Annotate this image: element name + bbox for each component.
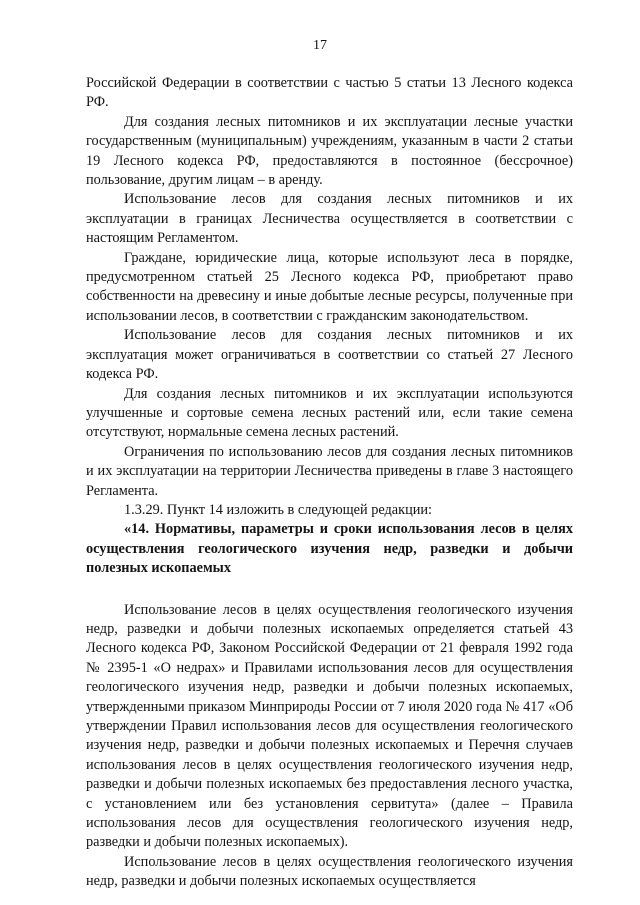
paragraph: Для создания лесных питомников и их эксплуатации используются улучшенные и сортовые семена лесных растений или, если такие семена отсутствуют, нормальные семена лесных растений. bbox=[86, 385, 573, 441]
paragraph: Российской Федерации в соответствии с частью 5 статьи 13 Лесного кодекса РФ. bbox=[86, 75, 573, 111]
page-number: 17 bbox=[313, 38, 327, 53]
paragraph: 1.3.29. Пункт 14 изложить в следующей редакции: bbox=[124, 501, 433, 518]
paragraph: Использование лесов в целях осуществления геологического изучения недр, разведки и добычи полезных ископаемых осуществляется bbox=[86, 853, 573, 890]
section-heading: «14. Нормативы, параметры и сроки использования лесов в целях осуществления геологического изучения недр, разведки и добычи полезных ископаемых bbox=[86, 521, 573, 577]
paragraph: Ограничения по использованию лесов для создания лесных питомников и их эксплуатации на территории Лесничества приведены в главе 3 настоящего Регламента. bbox=[86, 443, 573, 499]
paragraph: Использование лесов для создания лесных питомников и их эксплуатация может ограничиваться в соответствии со статьей 27 Лесного кодекса РФ. bbox=[86, 327, 573, 383]
spacer bbox=[86, 579, 573, 601]
paragraph: Использование лесов в целях осуществления геологического изучения недр, разведки и добычи полезных ископаемых определяется статьей 43 Лесного кодекса РФ, Законом Российской Федерации от 21 февраля 1992 года № 2395-1 «О недрах» и Правилами использования лесов для осуществления геологического изучения недр, разведки и добычи полезных ископаемых, утвержденными приказом Минприроды России от 7 июля 2020 года № 417 «Об утверждении Правил использования лесов для осуществления геологического изучения недр, разведки и добычи полезных ископаемых и Перечня случаев использования лесов в целях осуществления геологического изучения недр, разведки и добычи полезных ископаемых без предоставления лесного участка, с установлением или без установления сервитута» (далее – Правила использования лесов для осуществления геологического изучения недр, разведки и добычи полезных ископаемых). bbox=[86, 601, 573, 851]
paragraph: Граждане, юридические лица, которые используют леса в порядке, предусмотренном статьей 25 Лесного кодекса РФ, приобретают право собственности на древесину и иные добытые лесные ресурсы, полученные при использовании лесов, в соответствии с гражданским законодательством. bbox=[86, 249, 573, 324]
document-body bbox=[86, 74, 573, 892]
paragraph: Для создания лесных питомников и их эксплуатации лесные участки государственным (муниципальным) учреждениям, указанным в части 2 статьи 19 Лесного кодекса РФ, предоставляются в постоянное (бессрочное) пользование, другим лицам – в аренду. bbox=[86, 113, 573, 189]
paragraph: Использование лесов для создания лесных питомников и их эксплуатации в границах Лесничества осуществляется в соответствии с настоящим Регламентом. bbox=[86, 191, 573, 247]
